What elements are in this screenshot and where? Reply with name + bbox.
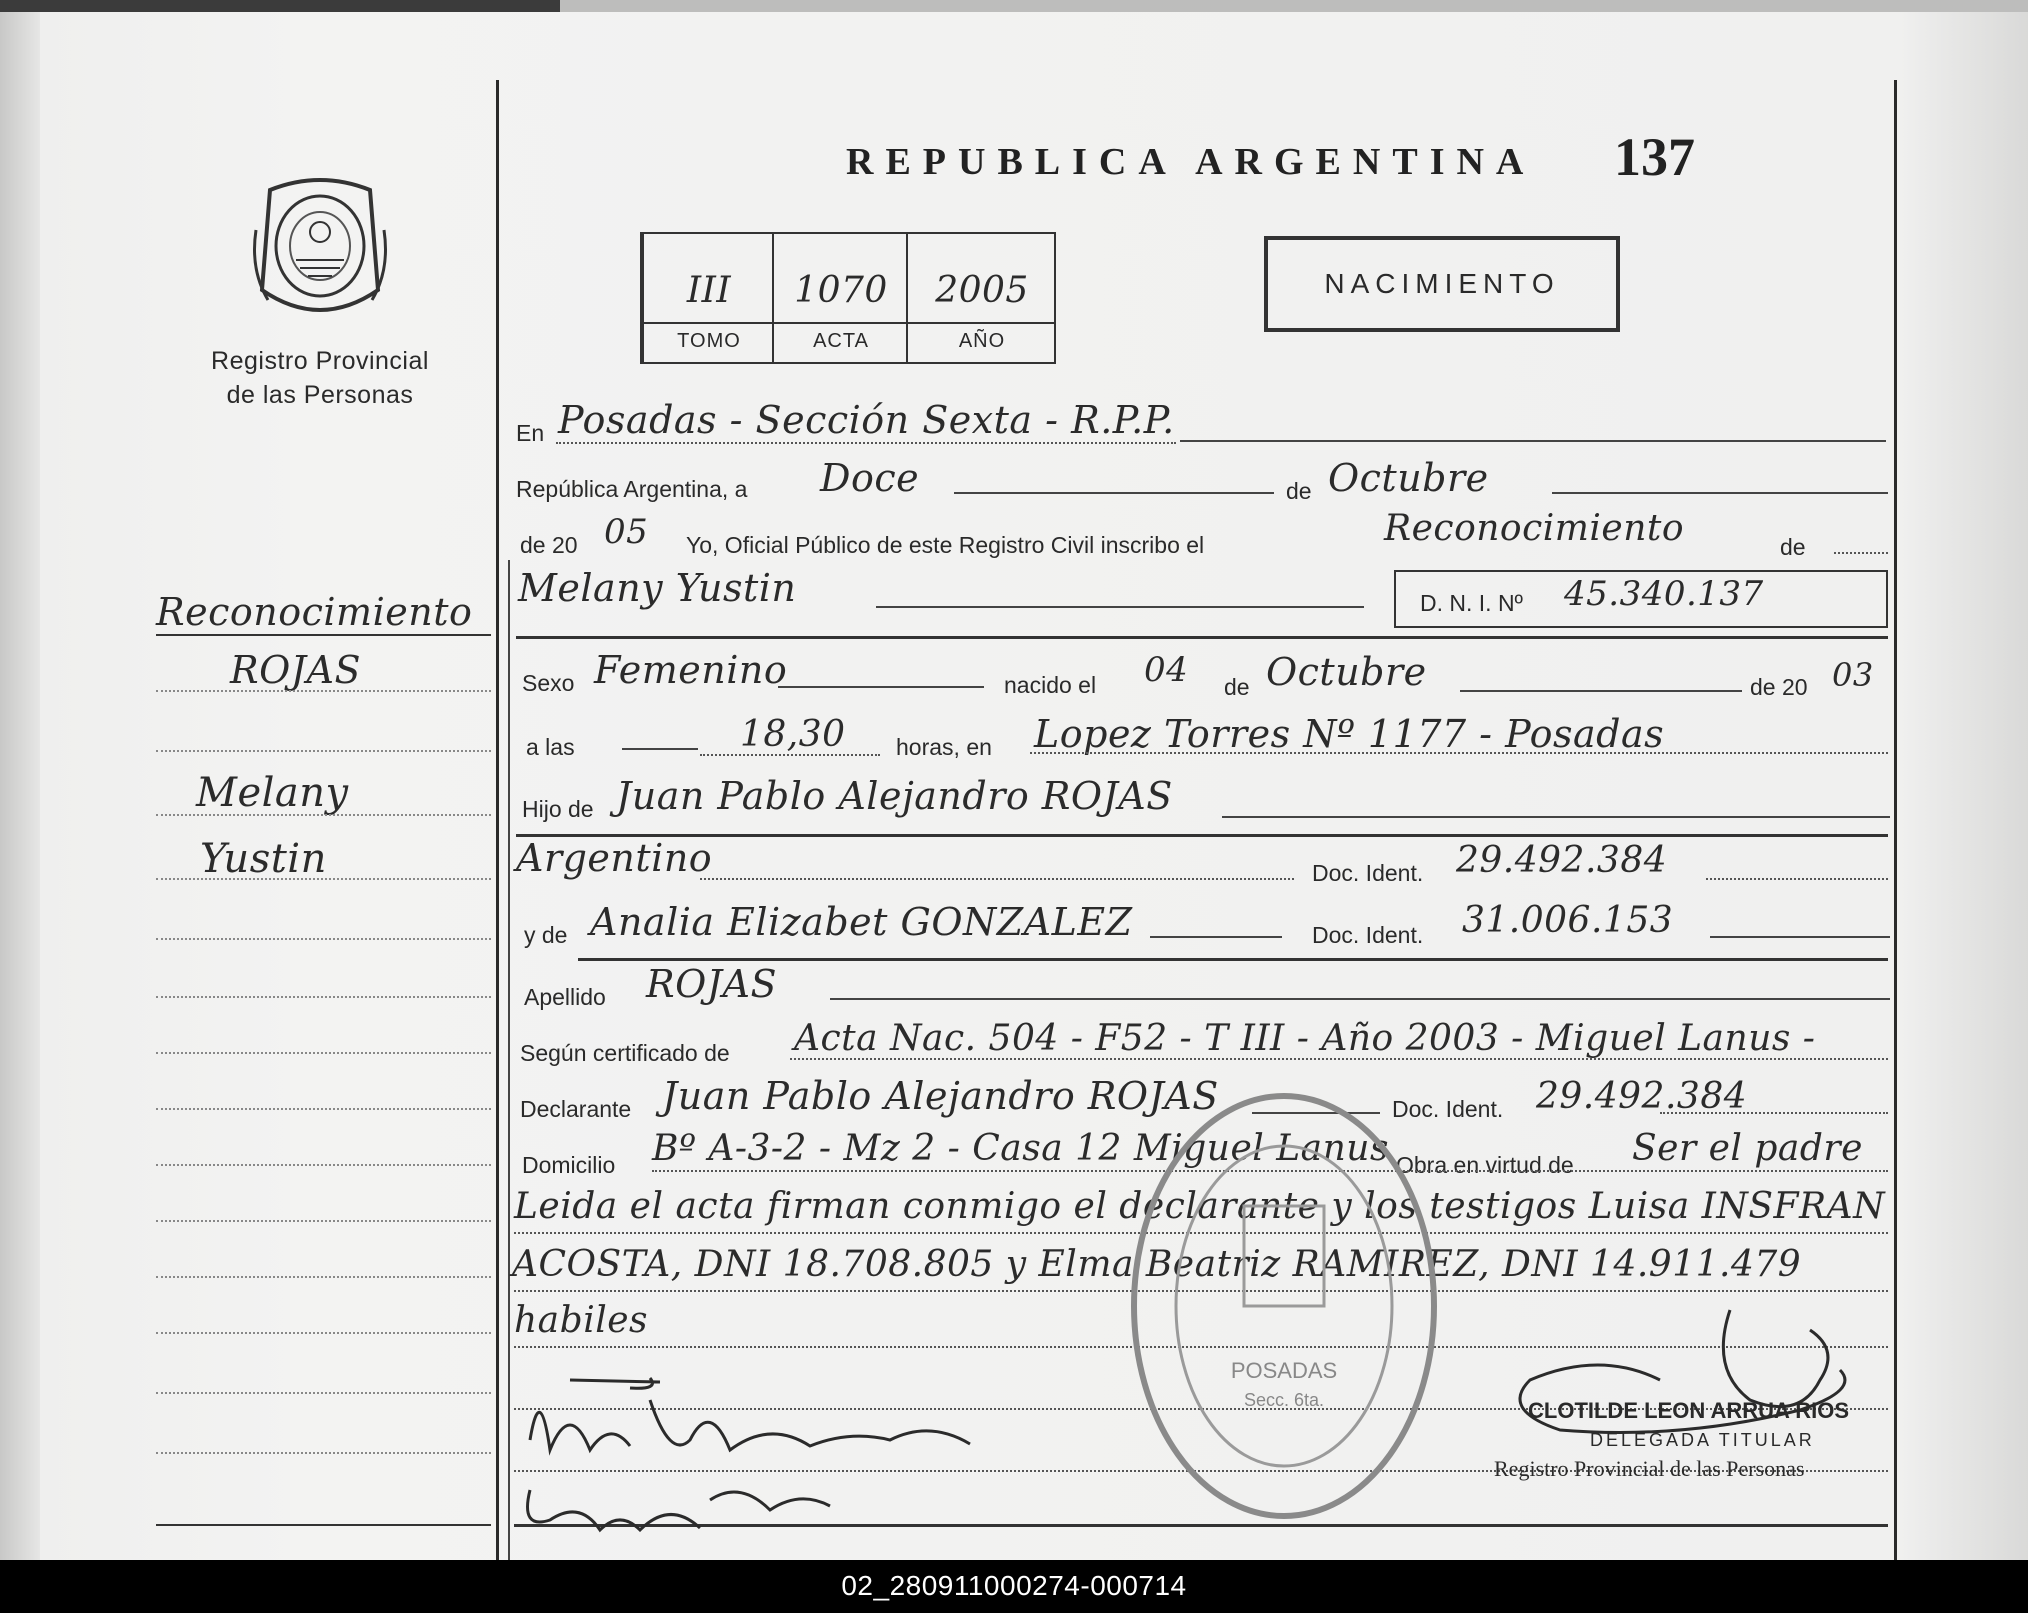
margin-title-underline	[156, 634, 491, 636]
alas-label: a las	[526, 734, 575, 760]
margin-name-2: Yustin	[200, 836, 327, 882]
de-label-2: de	[1780, 534, 1806, 560]
tomo-label: TOMO	[677, 330, 741, 352]
tomo-value: III	[686, 270, 732, 311]
acta-value: 1070	[794, 270, 888, 311]
mother-doc: 31.006.153	[1462, 900, 1674, 941]
segun-label: Según certificado de	[520, 1040, 730, 1066]
stamp-section: Secc. 6ta.	[1243, 1390, 1325, 1410]
acta-cell	[772, 234, 908, 362]
margin-name-1: Melany	[196, 770, 349, 816]
remarks-line-1: Leida el acta firman conmigo el declarante y los testigos Luisa INSFRAN	[514, 1186, 1886, 1227]
yo-text: Yo, Oficial Público de este Registro Civil inscribo el	[686, 532, 1205, 558]
nacido-label: nacido el	[1004, 672, 1097, 698]
father-doc: 29.492.384	[1456, 840, 1668, 881]
margin-title: Reconocimiento	[156, 590, 473, 634]
remarks-line-3: habiles	[514, 1300, 648, 1341]
dni-box	[1394, 570, 1888, 628]
father-value: Juan Pablo Alejandro ROJAS	[616, 774, 1173, 818]
father-nationality: Argentino	[516, 836, 713, 880]
witness-signatures	[510, 1360, 1030, 1560]
month-value: Octubre	[1328, 456, 1489, 500]
act-value: Reconocimiento	[1384, 508, 1685, 549]
apellido-label: Apellido	[524, 984, 606, 1010]
obra-value: Ser el padre	[1632, 1128, 1863, 1169]
registry-round-stamp	[1124, 1086, 1444, 1526]
birth-year: 03	[1832, 656, 1874, 694]
margin-bottom-line	[156, 1524, 491, 1526]
de20-label: de 20	[520, 532, 578, 558]
hour-value: 18,30	[740, 714, 846, 755]
mother-value: Analia Elizabet GONZALEZ	[590, 900, 1133, 944]
ano-value: 2005	[935, 270, 1029, 311]
misiones-seal-icon	[250, 170, 390, 320]
hijo-label: Hijo de	[522, 796, 594, 822]
day-value: Doce	[820, 456, 920, 500]
domicilio-value: Bº A-3-2 - Mz 2 - Casa 12 Miguel Lanus	[652, 1128, 1389, 1169]
record-type-label: NACIMIENTO	[1324, 268, 1560, 299]
yde-label: y de	[524, 922, 568, 948]
dni-label: D. N. I. Nº	[1420, 590, 1523, 616]
scan-footer	[0, 1560, 2028, 1613]
en-value: Posadas - Sección Sexta - R.P.P.	[558, 398, 1175, 442]
en-label: En	[516, 420, 545, 446]
official-title: DELEGADA TITULAR	[1590, 1430, 1815, 1450]
segun-value: Acta Nac. 504 - F52 - T III - Año 2003 - Miguel Lanus -	[794, 1018, 1816, 1059]
margin-surname: ROJAS	[230, 648, 361, 692]
doc-label-3: Doc. Ident.	[1392, 1096, 1504, 1122]
stamp-city: POSADAS	[1230, 1358, 1338, 1383]
official-registry: Registro Provincial de las Personas	[1494, 1456, 1805, 1481]
apellido-value: ROJAS	[646, 962, 777, 1006]
dni-value: 45.340.137	[1564, 574, 1764, 614]
ano-label: AÑO	[958, 330, 1006, 352]
obra-label: Obra en virtud de	[1396, 1152, 1574, 1178]
place-value: Lopez Torres Nº 1177 - Posadas	[1034, 712, 1665, 756]
de20-label-2: de 20	[1750, 674, 1808, 700]
book-binding	[0, 0, 40, 1560]
doc-label: Doc. Ident.	[1312, 860, 1424, 886]
form-frame-left	[496, 80, 499, 1560]
form-frame-right	[1894, 80, 1897, 1560]
document-id: 02_280911000274-000714	[841, 1570, 1187, 1601]
registry-line-2: de las Personas	[226, 381, 414, 409]
birth-month: Octubre	[1266, 650, 1427, 694]
registry-title	[150, 344, 490, 412]
birth-day: 04	[1144, 650, 1189, 690]
official-name: CLOTILDE LEON ARRUA RIOS	[1528, 1398, 1850, 1423]
doc-label-2: Doc. Ident.	[1312, 922, 1424, 948]
de-label: de	[1286, 478, 1312, 504]
page-number: 137	[1614, 127, 1695, 187]
scan-top-edge	[0, 0, 2028, 12]
acta-label: ACTA	[813, 330, 869, 352]
year-value: 05	[604, 512, 649, 552]
declarante-doc: 29.492.384	[1536, 1076, 1748, 1117]
domicilio-label: Domicilio	[522, 1152, 616, 1178]
record-number-box	[640, 232, 1056, 364]
de-label-3: de	[1224, 674, 1250, 700]
remarks-line-2: ACOSTA, DNI 18.708.805 y Elma Beatriz RAMIREZ, DNI 14.911.479	[512, 1244, 1802, 1285]
person-value: Melany Yustin	[518, 566, 797, 610]
horas-label: horas, en	[896, 734, 992, 760]
sexo-label: Sexo	[522, 670, 575, 696]
declarante-label: Declarante	[520, 1096, 632, 1122]
ano-cell	[906, 234, 1056, 362]
sexo-value: Femenino	[594, 648, 788, 692]
registry-line-1: Registro Provincial	[211, 347, 429, 375]
republica-label: República Argentina, a	[516, 476, 748, 502]
declarante-value: Juan Pablo Alejandro ROJAS	[662, 1074, 1219, 1118]
tomo-cell	[642, 234, 774, 362]
country-heading: REPUBLICA ARGENTINA	[846, 141, 1536, 183]
official-stamp	[1480, 1290, 1880, 1490]
record-type-box	[1264, 236, 1620, 332]
